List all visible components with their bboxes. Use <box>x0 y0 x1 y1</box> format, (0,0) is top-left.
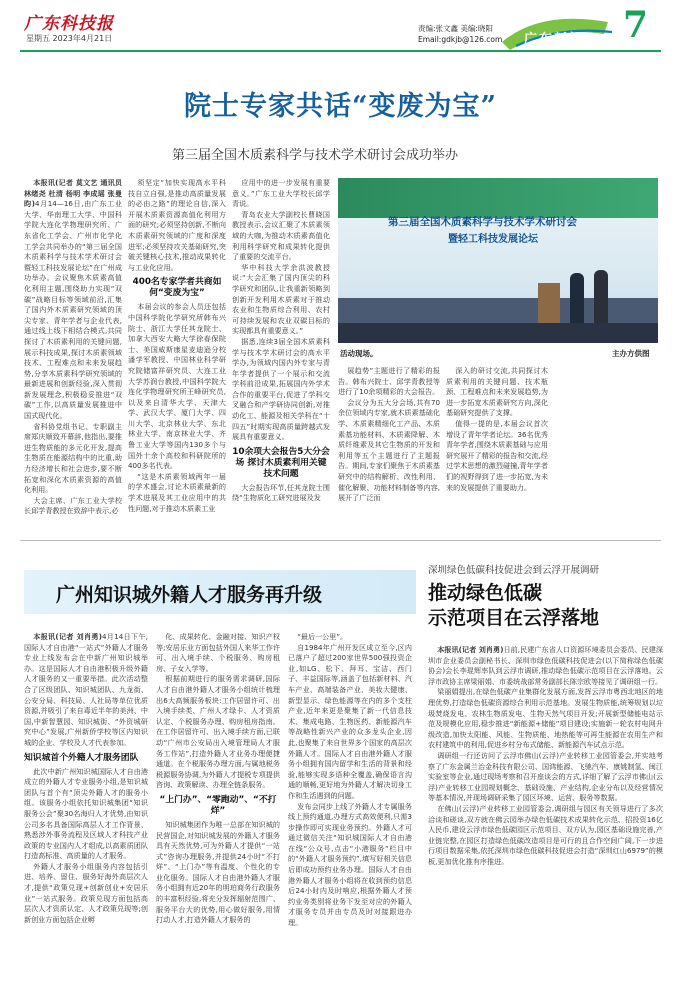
paragraph: 此次中新广州知识城国际人才自由港成立的外籍人才专业服务小组,是知识城团队与首个有“顶尖外籍人才的服务小组。该服务小组依托知识城集团“知识服务公会”聚30名海归人才优势,由知识公司多名具备国际高层人才工作背景、熟悉涉外事务流程及区域人才科技产业政策的专业国内人才组成,以高素质团队打造高标准、高质量的人才服务。 <box>24 766 148 861</box>
photo-caption: 活动现场。 <box>340 349 378 358</box>
email-contact: Email:gdkjb@126.com <box>418 35 503 44</box>
paragraph: 在佛山(云浮)产业转移工业园管委会,调研组与园区有关领导进行了多次洽谈和磋谈,双方就在佛云园举办绿色低碳技术成果转化示范、招投资16亿人民币,建设云浮市绿色低碳园区示范项目、双方认为,园区基础设施完善,产业链完整,在园区打造绿色低碳改造项目是可行的且合作空间广阔,下一步进行项目数据采集,依托深圳市绿色低碳科技促进会打造“深圳红山6979”的模板,更加优化推有序推进。 <box>428 803 663 866</box>
photo-credit: 主办方供图 <box>612 349 650 358</box>
byline: 本报讯(记者 刘肖勇) <box>437 645 504 654</box>
paragraph: 青岛农业大学副校长曹晓国教授表示,会议汇聚了木质素领域的大咖,为推动木质素高值化利用科学研究和成果转化提供了重要的交流平台。 <box>232 209 330 262</box>
paragraph: 本届会议的参会人员还包括中国科学院化学研究所韩布兴院士、浙江大学任其龙院士、加拿大西安大略大学徐春保院士、美国威斯康星麦迪逊分校潘学军教授、中国林业科学研究院储富祥研究员、大连工业大学苏润台教授,中国科学院大连化学物理研究所王峰研究员,以及来自清华大学、天津大学、武汉大学、厦门大学、四川大学、北京林业大学、东北林业大学、南京林业大学、齐鲁工业大学等国内130多个与国外十余个高校和科研院所的400多名代表。 <box>128 302 226 471</box>
paragraph: 日前,民建广东省人口资源环境委员会委员、民建深圳市企业委员会副秘书长、深圳市绿色低碳科技促进会(以下简称绿色低碳协会)会长李琨辉率队到云浮市调研,推动绿色低碳示范项目在云浮落地。云浮市政协主席梁丽娟、市委统战部常务副部长陈宗欧等接见了调研组一行。 <box>428 645 663 686</box>
article1-col2 <box>128 178 226 513</box>
paragraph: 自1984年广州开发区成立至今,区内已落户了超过200家世界500强投资企业,如LG、松下、拜耳、宝洁、西门子、丰益国际等,涵盖了包括新材料、汽车产业、高端装备产业、美妆大健康、新型显示、绿色能源等在内的多个支柱产业,近年来更是聚集了新一代信息技术、集成电路、生物医药、新能源汽车等战略性新兴产业的众多龙头企业,因此,也聚集了来自世界多个国家的高层次外籍人才。国际人才自由港外籍人才服务小组拥有国内留学和生活的背景和经验,能够实现多语种全覆盖,确保语言沟通的顺畅,更好地为外籍人才解决切身工作和生活遇到的问题。 <box>288 642 412 800</box>
article2-col2 <box>156 632 280 998</box>
masthead <box>0 0 681 74</box>
byline: 本报讯(记者 莫文艺 通讯员 林绪尧 杜清 杨明 李成瑶 张曼昀) <box>24 178 122 209</box>
photo-banner-subtitle: 暨轻工科技发展论坛 <box>448 234 538 245</box>
paragraph: 化、成果转化、金融对接、知识产权等;安居乐业方面包括外国人来华工作许可、出入境手续、个税服务、购房租房、子女入学等。 <box>156 632 280 673</box>
photo-podium <box>538 283 560 323</box>
headline-foreign-talent: 广州知识城外籍人才服务再升级 <box>56 584 323 606</box>
photo-person-left <box>570 273 584 323</box>
headline-lignin: 院士专家共话“变废为宝” <box>183 91 498 122</box>
paragraph: 知识城集团作为唯一总部在知识城的民营国企,对知识城发展的外籍人才服务具有天然优势,可为外籍人才提供“一站式”咨询办理服务,并提供24小时“不打烊”、“上门办”等有温度、个性化的专业化服务。国际人才自由港外籍人才服务小组拥有近20年的明珀商务行政服务的丰富积经验,将充分发挥辐射范围广、服务平台大的优势,用心做好服务,用情打动人才,打造外籍人才服务的 <box>156 819 280 925</box>
paragraph: 大会报告环节,任其龙院士围绕“生物质化工研究进展及发 <box>232 482 330 503</box>
headline-green-carbon-line2: 示范项目在云浮落地 <box>428 607 600 629</box>
paragraph: 据悉,连续3届全国木质素科学与技术学术研讨会的高水平学办,为领域内国内外专家与青年学者提供了一个展示和交流学科前沿成果,拓展国内外学术合作的重要平台,促进了学科交叉融合和产学研协同创新,对推动化工、能源及相关学科在“十四五”时期实现高质量跨越式发展具有重要意义。 <box>232 336 330 442</box>
paragraph: “最后一公里”。 <box>297 632 348 641</box>
paragraph: 外籍人才服务小组服务内容包括引进、培养、留住、服务好海外高层次人才,提供“政策兑现+创新创业+安居乐业”一站式服务。政策兑现方面包括高层次人才资质认定、人才政策兑现等;创新创业方面包括企业孵 <box>24 861 148 924</box>
issue-date: 星期五 2023年4月21日 <box>26 34 113 43</box>
photo-banner-title: 第三届全国木质素科学与技术学术研讨会 <box>388 216 577 228</box>
paragraph: 调研组一行还访问了云浮市佛山(云浮)产业转移工业园管委会,并实地考察了广东金属兰治金科技有限公司、国鸿能源、飞驰汽车、康姚制氢、闽江实验室等企业,通过现场考察和召开座谈会的方式,详细了解了云浮市佛山(云浮)产业转移工业园规划概念、基础设施、产业结构,企业分布以及经营情况等基本情况,并现场调研采集了园区环境、运营、服务等数据。 <box>428 750 663 803</box>
headline-green-carbon-line1: 推动绿色低碳 <box>428 582 543 604</box>
paragraph: 4月14日下午,国际人才自由港“一站式”外籍人才服务专业上线发布会在中新广州知识城举办。这是国际人才自由港积极升级外籍人才服务的又一重要举措。此次活动整合了区级团队、知识城团队、九龙街、公安分局、科技局、人社局等单位优质资源,并吸引了来自毒近半年的美洲、中国,中新智慧园、知识城街、“外资城研究中心”发展,广州新侨学校等区内知识城的企业、学校及人才代表参加。 <box>24 632 148 747</box>
paragraph: 应用中的进一步发展有重要意义。”广东工业大学校长邱学青说。 <box>232 178 330 209</box>
paragraph: 发布会同步上线了外籍人才专属服务线上预约通道,办理方式高效便利,只需3步操作即可实现业务预约。外籍人才可通过微信关注“知识城国际人才自由港在线”公众号,点击“小港服务”栏目中的“外籍人才服务预约”,填写好相关信息后即成功预约业务办理。国际人才自由港外籍人才服务小组将在收到预约信息后24小时内及时响应,根据外籍人才预约业务类别将业务下发至对应的外籍人才服务专员并由专员及时对接跟进办理。 <box>288 801 412 928</box>
page-number: 7 <box>623 4 649 46</box>
paragraph: 展趋势”主题进行了精彩的报告。韩布兴院士、邱学青教授等进行了10余项精彩的大会报告。 <box>338 366 440 397</box>
section-title: 广东新闻 <box>524 32 585 47</box>
paragraph: 梁丽娟提出,在绿色低碳产业集群化发展方面,发挥云浮市粤西北地区的地理优势,打造绿色低碳资源综合利用示范基地。发展生物质能,统筹规划以垃圾焚烧发电、农林生物质发电、生物天然气项目开发;开展新型储能电站示范及规模化应用,稳步推进“新能源+储能”项目建设;实施新一轮农村电网升级改造,加快太阳能、风能、生物质能、地热能等可再生能源在农用生产和农村建筑中的利用,促进乡村分布式储能、新能源汽车试点示范。 <box>428 687 663 750</box>
paragraph: 须坚定“加快实现高水平科技自立自强,是推动高质量发展的必由之路”的理论自信,深入开展木质素资源高值化利用方面的研究;必须坚持创新,不断向木质素研究领域的广度和深度进军;必须坚持攻关基础研究,突破关键核心技术,推动成果转化与工业化应用。 <box>128 178 226 272</box>
subheadline-lignin: 第三届全国木质素科学与技术学术研讨会成功举办 <box>172 148 459 163</box>
photo-audience <box>338 323 658 343</box>
masthead-rule <box>20 50 661 52</box>
paragraph: 省科协党组书记、专职副主席郑庆顺致开幕辞,他指出,要推进生物质能的多元化开发,提高生物质在能源结构中的比重,助力经济增长和社会进步,要不断拓宽和深化木质素资源的高值化利用。 <box>24 421 122 495</box>
article1-col3 <box>232 178 330 503</box>
article3-body <box>428 645 663 998</box>
paragraph: 值得一提的是,本届会议首次增设了青年学者论坛。36名优秀青年学者,围绕木质素基础与应用研究展开了精彩的报告和交流,经过学术思想的激烈碰撞,青年学者们的视野得到了进一步拓宽,为未来的发展提供了重要助力。 <box>446 418 548 492</box>
editor-credit: 责编:张文鑫 美编:晓阳 <box>418 24 493 33</box>
subheading: “上门办”、“零跑动”、“不打烊” <box>159 794 277 816</box>
subheading: 知识城首个外籍人才服务团队 <box>24 752 139 763</box>
section-divider <box>20 540 661 541</box>
kicker-green-carbon: 深圳绿色低碳科技促进会到云浮开展调研 <box>428 565 600 576</box>
paragraph: 根据前期进行的服务需求调研,国际人才自由港外籍人才服务小组统计梳理出6大高频服务板块:工作居留许可、出入境手续类、广州人才绿卡、人才资质认定、个税服务办理、购房租房指南。在工作居留许可、出入境手续方面,已联动“广州市公安局出入境管理局人才服务工作站”,打造外籍人才业务办理便捷通道。在个税服务办理方面,与属地税务税源服务协调,为外籍人才提税专项提供咨询、政策解读、办理全链条服务。 <box>156 674 280 790</box>
paragraph: 深入的研讨交流,共同探讨木质素利用的关键问题、技术瓶颈、工程难点和未来发展趋势,为进一步拓宽木质素研究方向,深化基础研究提供了支撑。 <box>446 366 548 418</box>
article1-col1 <box>24 178 122 516</box>
paragraph: “这是木质素领域两年一届的学术盛会,讨论木质素最新的学术进展及其工业应用中的共性问题,对于推动木质素工业 <box>128 471 226 513</box>
byline: 本报讯(记者 刘肖勇) <box>33 632 102 641</box>
article2-col1 <box>24 632 148 998</box>
article2-col3 <box>288 632 412 998</box>
subheading: 10余项大会报告5大分会场 探讨木质素利用关键技术问题 <box>232 446 330 479</box>
photo-banner-green <box>338 178 658 218</box>
newspaper-logo: 广东科技报 <box>24 14 114 34</box>
paragraph: 华中科技大学余洪波教授说:“大会汇集了国内顶尖的科学研究和团队,让我重新领略到创新开发利用木质素对于推动农业和生物质综合利用、农村可持续发展和农业双碳目标的实现都具有重要意义。” <box>232 262 330 336</box>
paragraph: 会议分为五大分会场,共有70余位领域内专家,就木质素基础化学、木质素精细化工产品、木质素基功能材料、木质素降解、木质纤维素及其它生物质的开发和利用等五个主题进行了主题报告。期间,专家们聚焦于木质素基研究中的结构解析、改性利用、催化解聚、功能材料制备等内容,展开了广泛而 <box>338 397 440 503</box>
photo-person-right <box>594 270 608 323</box>
conference-photo <box>338 178 658 343</box>
article1-col5 <box>446 366 548 500</box>
article1-col4 <box>338 366 440 503</box>
paragraph: 大会主席、广东工业大学校长邱学青教授在致辞中表示,必 <box>24 495 122 516</box>
paragraph: 4月14—16日,由广东工业大学、华南理工大学、中国科学院大连化学物理研究所、广东省化工学会、广州市化学化工学会共同举办的“第三届全国木质素科学与技术学术研讨会暨轻工科技发展论坛”在广州成功举办。会议聚焦木质素高值化利用主题,围绕助力实现“双碳”战略目标等领域前沿,汇集了国内外木质素研究领域的顶尖专家、青年学者与企业代表,通过线上线下相结合模式,共同探讨了木质素利用的关键问题,展示科技成果,探讨木质素领域技术、工程难点和未来发展趋势,分享木质素科学研究领域的最新进展和创新经验,深入贯彻新发展理念,积极稳妥推进“双碳”工作,以高质量发展推进中国式现代化。 <box>24 199 122 421</box>
subheading: 400名专家学者共商如何“变废为宝” <box>132 277 222 299</box>
